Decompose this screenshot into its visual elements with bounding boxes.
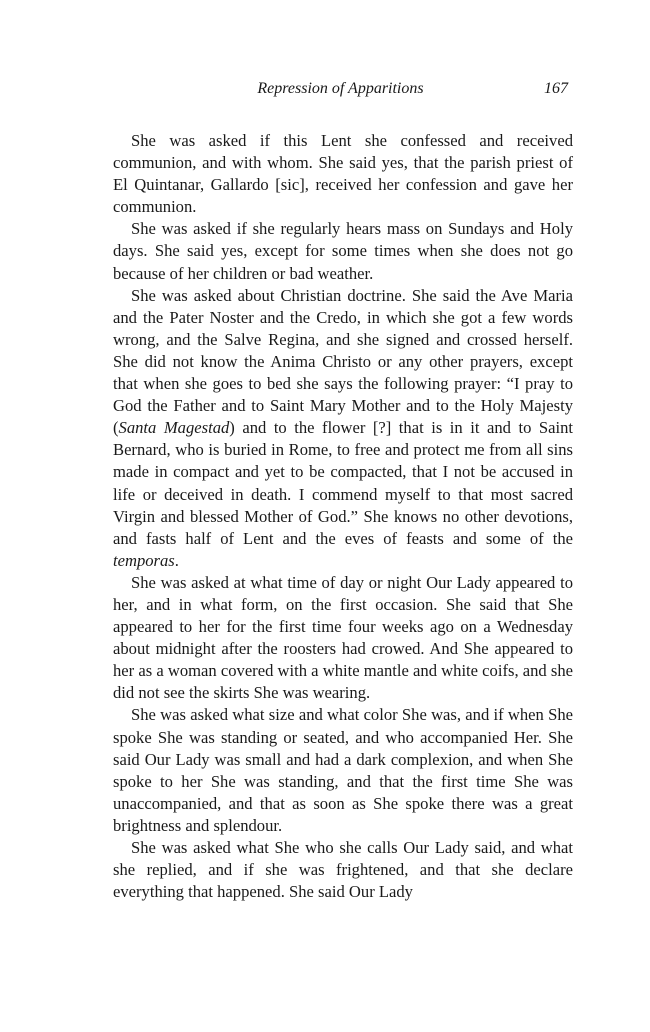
text-run: She was asked what size and what color She was, and if when She spoke She was standing or seated, and who accompanied Her. She said Our Lady was small and had a dark complexion, and when She spoke to her She was standing, and that the first time She was unaccompanied, and that as soon as She spoke there was a great brightness and splendour.: [113, 705, 573, 835]
running-head: [113, 80, 568, 104]
paragraph: [113, 130, 573, 218]
italic-text: temporas: [113, 550, 175, 570]
text-run: She was asked at what time of day or night Our Lady appeared to her, and in what form, on the first occasion. She said that She appeared to her for the first time four weeks ago on a Wednesday about midnight after the roosters had crowed. And She appeared to her as a woman covered with a white mantle and white coifs, and she did not see the skirts She was wearing.: [113, 572, 573, 703]
running-title: Repression of Apparitions: [257, 80, 424, 97]
text-run: She was asked about Christian doctrine. She said the Ave Maria and the Pater Noster and the Credo, in which she got a few words wrong, and the Salve Regina, and she signed and crossed herself. She did not know the Anima Christo or any other prayers, except that when she goes to bed she says the following prayer: “I pray to God the Father and to Saint Mary Mother and to the Holy Majesty (: [113, 285, 573, 438]
page-number: 167: [544, 80, 568, 97]
text-run: She was asked if this Lent she confessed and received communion, and with whom. She said yes, that the parish priest of El Quintanar, Gallardo [sic], received her confession and gave her communion.: [113, 131, 573, 217]
paragraph: [113, 837, 573, 903]
body-text: [113, 130, 573, 903]
paragraph: [113, 704, 573, 837]
text-run: ) and to the flower [?] that is in it and to Saint Bernard, who is buried in Rome, to free and protect me from all sins made in compact and yet to be compacted, that I not be accused in life or deceived in death. I commend myself to that most sacred Virgin and blessed Mother of God.” She knows no other devotions, and fasts half of Lent and the eves of feasts and some of the: [113, 418, 573, 548]
paragraph: [113, 572, 573, 705]
italic-text: Santa Magestad: [118, 418, 230, 438]
text-run: She was asked if she regularly hears mass on Sundays and Holy days. She said yes, except for some times when she does not go because of her children or bad weather.: [113, 219, 573, 283]
paragraph: [113, 218, 573, 284]
text-run: She was asked what She who she calls Our Lady said, and what she replied, and if she was frightened, and that she declare everything that happened. She said Our Lady: [113, 838, 573, 902]
text-run: .: [174, 550, 179, 570]
paragraph: [113, 285, 573, 572]
